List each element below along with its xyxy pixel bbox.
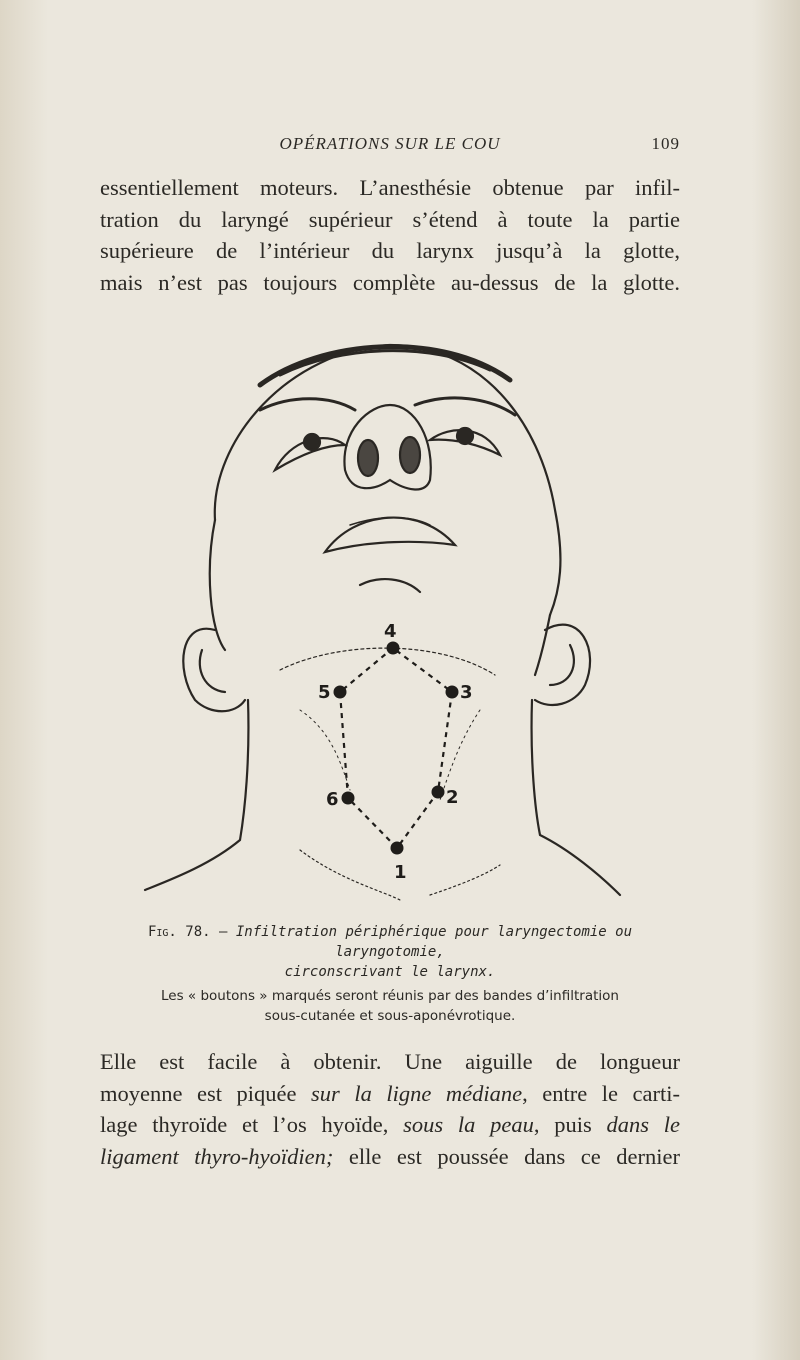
point-2 xyxy=(432,786,445,799)
text-line: tration du laryngé supérieur s’étend à toute la partie xyxy=(100,206,680,232)
page-number: 109 xyxy=(651,134,680,153)
label-2: 2 xyxy=(446,787,459,808)
label-1: 1 xyxy=(394,862,407,883)
neck-left xyxy=(145,700,248,890)
italic-run: ligament thyro-hyoïdien; xyxy=(100,1143,334,1169)
paragraph-bottom xyxy=(100,1046,680,1172)
caption-title: Infiltration périphérique pour laryngectomie ou laryngotomie, xyxy=(235,924,633,960)
caption-title-line-1 xyxy=(100,922,680,962)
text-run: , puis xyxy=(533,1112,607,1137)
text-run: elle est poussée dans ce dernier xyxy=(333,1143,680,1169)
paragraph-top xyxy=(100,172,680,298)
italic-run: sous la peau xyxy=(403,1112,534,1137)
text-run: moyenne est piquée xyxy=(100,1080,312,1106)
point-6 xyxy=(342,792,355,805)
italic-run: sur la ligne médiane xyxy=(311,1080,523,1106)
caption-legend-line-2: sous-cutanée et sous-aponévrotique. xyxy=(264,1008,516,1024)
point-4 xyxy=(387,642,400,655)
right-eyebrow xyxy=(415,398,515,415)
running-title: OPÉRATIONS SUR LE COU xyxy=(279,134,501,153)
head-outline xyxy=(215,345,561,615)
chin xyxy=(360,579,420,592)
text-run: , entre le carti- xyxy=(522,1080,680,1106)
text-line: supérieure de l’intérieur du larynx jusqu’à la glotte, xyxy=(100,238,680,263)
text-run: lage thyroïde et l’os hyoïde, xyxy=(100,1112,404,1137)
caption-title-line-2: circonscrivant le larynx. xyxy=(284,964,496,980)
label-3: 3 xyxy=(460,682,473,703)
text-line xyxy=(100,1078,680,1110)
neck-right xyxy=(532,700,620,895)
text-line xyxy=(100,1109,680,1141)
figure-caption xyxy=(100,922,680,1026)
running-head xyxy=(100,134,680,158)
left-ear xyxy=(183,629,245,712)
italic-run: dans le xyxy=(606,1112,681,1137)
neck-illustration xyxy=(140,330,630,910)
right-ear xyxy=(535,625,590,705)
text-line: essentiellement moteurs. L’anesthésie obtenue par infil- xyxy=(100,175,680,200)
label-4: 4 xyxy=(384,621,397,642)
point-1 xyxy=(391,842,404,855)
caption-legend-line-1: Les « boutons » marqués seront réunis par des bandes d’infiltration xyxy=(161,988,619,1004)
point-5 xyxy=(334,686,347,699)
left-eyebrow xyxy=(260,399,355,410)
text-line: Elle est facile à obtenir. Une aiguille de longueur xyxy=(100,1049,680,1074)
caption-label: Fig. 78. — xyxy=(147,924,228,940)
infiltration-path xyxy=(340,648,452,848)
point-3 xyxy=(446,686,459,699)
label-6: 6 xyxy=(326,789,339,810)
text-line: mais n’est pas toujours complète au-dessus de la glotte. xyxy=(100,269,680,295)
label-5: 5 xyxy=(318,682,331,703)
text-line xyxy=(100,1141,680,1173)
lips xyxy=(325,518,455,552)
